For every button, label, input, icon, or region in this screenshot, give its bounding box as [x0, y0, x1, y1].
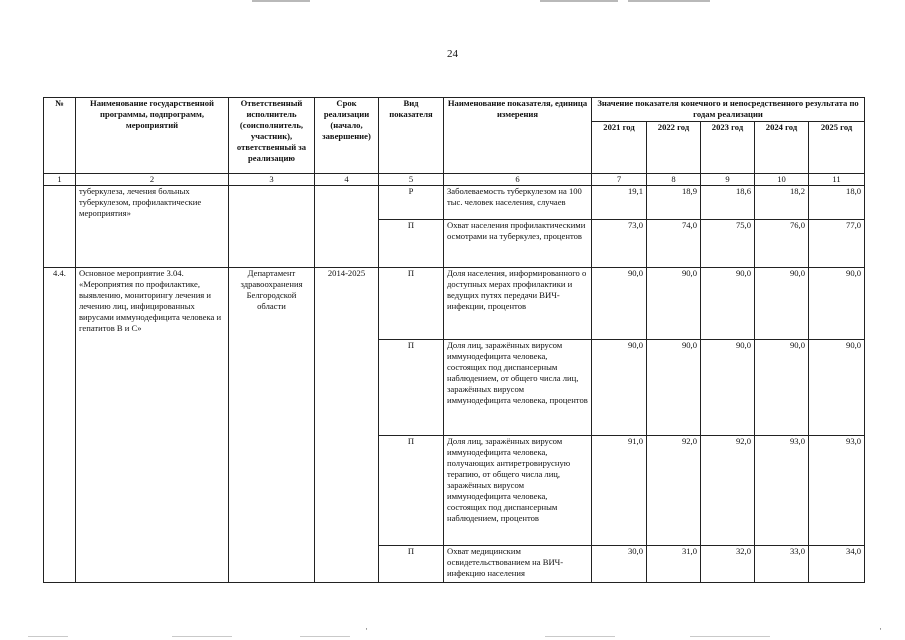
- header-values-group: Значение показателя конечного и непосредственного результата по годам реализации: [592, 98, 865, 122]
- column-number: 1: [44, 174, 76, 186]
- row-num: [44, 186, 76, 268]
- value-cell: 76,0: [755, 220, 809, 268]
- value-cell: 18,6: [701, 186, 755, 220]
- column-numbers-row: [44, 174, 865, 186]
- period-cell: [315, 186, 379, 268]
- header-year: 2025 год: [809, 122, 865, 174]
- row-num: 4.4.: [44, 268, 76, 583]
- value-cell: 33,0: [755, 546, 809, 583]
- value-cell: 92,0: [647, 436, 701, 546]
- value-cell: 18,0: [809, 186, 865, 220]
- value-cell: 19,1: [592, 186, 647, 220]
- value-cell: 74,0: [647, 220, 701, 268]
- scan-edge-mark: [28, 636, 68, 637]
- value-cell: 18,2: [755, 186, 809, 220]
- value-cell: 77,0: [809, 220, 865, 268]
- value-cell: 93,0: [809, 436, 865, 546]
- table-row: [44, 268, 865, 340]
- scan-edge-mark: [628, 0, 710, 2]
- table-header-row: [44, 98, 865, 122]
- scan-edge-mark: [252, 0, 310, 2]
- indicator-type: П: [379, 340, 444, 436]
- column-number: 3: [229, 174, 315, 186]
- scan-edge-mark: [172, 636, 232, 637]
- value-cell: 90,0: [647, 268, 701, 340]
- value-cell: 90,0: [647, 340, 701, 436]
- value-cell: 90,0: [592, 268, 647, 340]
- value-cell: 90,0: [809, 268, 865, 340]
- column-number: 5: [379, 174, 444, 186]
- value-cell: 90,0: [592, 340, 647, 436]
- value-cell: 93,0: [755, 436, 809, 546]
- value-cell: 32,0: [701, 546, 755, 583]
- indicator-type: П: [379, 436, 444, 546]
- indicator-name: Охват населения профилактическими осмотрами на туберкулез, процентов: [444, 220, 592, 268]
- header-indicator: Наименование показателя, единица измерения: [444, 98, 592, 174]
- value-cell: 30,0: [592, 546, 647, 583]
- value-cell: 90,0: [701, 340, 755, 436]
- program-name: Основное мероприятие 3.04. «Мероприятия по профилактике, выявлению, мониторингу лечения и лечению лиц, инфицированных вирусами иммунодефицита человека и гепатитов В и С»: [76, 268, 229, 583]
- indicator-type: П: [379, 220, 444, 268]
- header-num: №: [44, 98, 76, 174]
- scan-edge-mark: [540, 0, 618, 2]
- value-cell: 90,0: [755, 340, 809, 436]
- scan-dot: ·: [879, 624, 882, 634]
- column-number: 10: [755, 174, 809, 186]
- column-number: 7: [592, 174, 647, 186]
- indicator-table: [43, 97, 865, 583]
- value-cell: 90,0: [701, 268, 755, 340]
- column-number: 6: [444, 174, 592, 186]
- scan-edge-mark: [300, 636, 350, 637]
- header-year: 2023 год: [701, 122, 755, 174]
- header-year: 2022 год: [647, 122, 701, 174]
- program-name: туберкулеза, лечения больных туберкулезом, профилактические мероприятия»: [76, 186, 229, 268]
- indicator-name: Доля лиц, заражённых вирусом иммунодефицита человека, состоящих под диспансерным наблюдением, от общего числа лиц, заражённых вирусом иммунодефицита человека, процентов: [444, 340, 592, 436]
- table-row: [44, 186, 865, 220]
- header-executor: Ответственный исполнитель (соисполнитель, участник), ответственный за реализацию: [229, 98, 315, 174]
- header-program: Наименование государственной программы, подпрограмм, мероприятий: [76, 98, 229, 174]
- scan-edge-mark: [545, 636, 615, 637]
- column-number: 9: [701, 174, 755, 186]
- value-cell: 75,0: [701, 220, 755, 268]
- value-cell: 34,0: [809, 546, 865, 583]
- value-cell: 92,0: [701, 436, 755, 546]
- value-cell: 90,0: [809, 340, 865, 436]
- indicator-name: Доля населения, информированного о доступных мерах профилактики и ведущих путях передачи ВИЧ-инфекции, процентов: [444, 268, 592, 340]
- executor-cell: Департамент здравоохранения Белгородской области: [229, 268, 315, 583]
- executor-cell: [229, 186, 315, 268]
- value-cell: 73,0: [592, 220, 647, 268]
- value-cell: 90,0: [755, 268, 809, 340]
- column-number: 11: [809, 174, 865, 186]
- value-cell: 18,9: [647, 186, 701, 220]
- indicator-type: П: [379, 546, 444, 583]
- header-year: 2021 год: [592, 122, 647, 174]
- value-cell: 31,0: [647, 546, 701, 583]
- indicator-type: П: [379, 268, 444, 340]
- scan-edge-mark: [690, 636, 770, 637]
- header-type: Вид показателя: [379, 98, 444, 174]
- page-number: 24: [447, 48, 458, 60]
- value-cell: 91,0: [592, 436, 647, 546]
- indicator-name: Заболеваемость туберкулезом на 100 тыс. человек населения, случаев: [444, 186, 592, 220]
- indicator-name: Охват медицинским освидетельствованием на ВИЧ-инфекцию населения: [444, 546, 592, 583]
- scan-dot: ·: [365, 624, 368, 634]
- column-number: 2: [76, 174, 229, 186]
- header-period: Срок реализации (начало, завершение): [315, 98, 379, 174]
- period-cell: 2014-2025: [315, 268, 379, 583]
- header-year: 2024 год: [755, 122, 809, 174]
- indicator-type: Р: [379, 186, 444, 220]
- column-number: 8: [647, 174, 701, 186]
- column-number: 4: [315, 174, 379, 186]
- indicator-name: Доля лиц, заражённых вирусом иммунодефицита человека, получающих антиретровирусную терапию, от общего числа лиц, заражённых вирусом иммунодефицита человека, состоящих под диспансерным наблюдением, процентов: [444, 436, 592, 546]
